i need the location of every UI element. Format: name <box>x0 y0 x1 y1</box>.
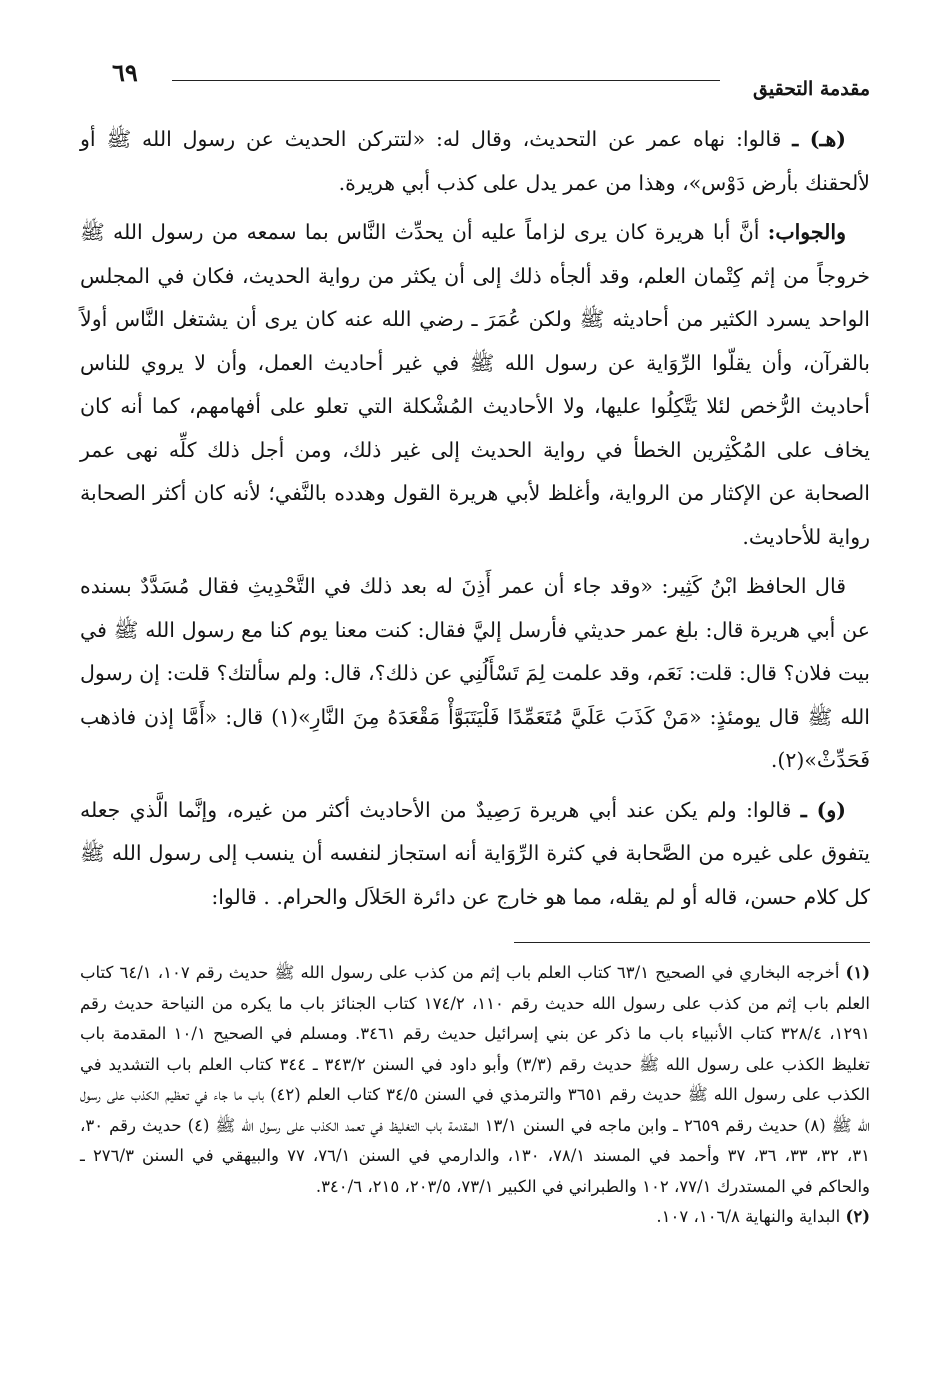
footnote-text: أخرجه البخاري في الصحيح ٦٣/١ كتاب العلم باب إثم من كذب على رسول الله ﷺ حديث رقم ١٠٧، ٦٤/١ كتاب العلم باب إثم من كذب على رسول الله حديث رقم ١١٠، ١٧٤/٢ كتاب الجنائز باب ما يكره من النياحة حديث رقم ١٢٩١، ٣٢٨/٤ كتاب الأنبياء باب ما ذكر عن بني إسرائيل حديث رقم ٣٤٦١. ومسلم في الصحيح ١٠/١ المقدمة باب تغليظ الكذب على رسول الله ﷺ حديث رقم (٣/٣) وأبو داود في السنن ٣٤٣/٢ ـ ٣٤٤ كتاب العلم باب التشديد في الكذب على رسول الله ﷺ حديث رقم ٣٦٥١ والترمذي في السنن ٣٤/٥ كتاب العلم (٤٢) باب ما جاء في تعظيم الكذب على رسول الله ﷺ (٨) حديث رقم ٢٦٥٩ ـ وابن ماجه في السنن ١٣/١ المقدمة باب التغليظ في تعمد الكذب على رسول الله ﷺ (٤) حديث رقم ٣٠، ٣١، ٣٢، ٣٣، ٣٦، ٣٧ وأحمد في المسند ٧٨/١، ١٣٠، والدارمي في السنن ٧٦/١، ٧٧ والبيهقي في السنن ٢٧٦/٣ ـ والحاكم في المستدرك ٧٧/١، ١٠٢ والطبراني في الكبير ٧٣/١، ٢٠٣/٥، ٢١٥، ٣٤٠/٦. <box>80 963 871 1196</box>
footnote-1 <box>80 958 870 1202</box>
paragraph-text: قالوا: ولم يكن عند أبي هريرة رَصِيدٌ من الأحاديث أكثر من غيره، وإنَّما الَّذي جعله يتفوق على غيره من الصَّحابة في كثرة الرِّوَاية أنه استجاز لنفسه أن ينسب إلى رسول الله ﷺ كل كلام حسن، قاله أو لم يقله، مما هو خارج عن دائرة الحَلاَل والحرام. . قالوا: <box>80 797 870 909</box>
paragraph-text: قالوا: نهاه عمر عن التحديث، وقال له: «لتتركن الحديث عن رسول الله ﷺ أو لألحقنك بأرض دَوْس»، وهذا من عمر يدل على كذب أبي هريرة. <box>80 127 870 195</box>
footnote-2 <box>80 1202 870 1233</box>
paragraph-lead: (هـ) ـ <box>792 127 846 151</box>
paragraph-ibn-kathir-quote <box>80 565 870 783</box>
paragraph-answer <box>80 211 870 559</box>
running-title: مقدمة التحقيق <box>753 78 870 100</box>
footnote-text: البداية والنهاية ١٠٦/٨، ١٠٧. <box>656 1207 841 1226</box>
footnotes <box>80 958 870 1233</box>
page-number: ٦٩ <box>112 58 138 87</box>
header-rule <box>172 80 720 81</box>
main-text <box>80 118 870 925</box>
page-header <box>112 58 870 98</box>
paragraph-lead: والجواب: <box>767 220 846 244</box>
paragraph-lead: (و) ـ <box>800 797 846 822</box>
paragraph-waw <box>80 789 870 920</box>
paragraph-text: قال الحافظ ابْنُ كَثِير: «وقد جاء أن عمر أَذِنَ له بعد ذلك في التَّحْدِيثِ فقال مُسَدَّدٌ بسنده عن أبي هريرة قال: بلغ عمر حديثي فأرسل إليَّ فقال: كنت معنا يوم كنا مع رسول الله ﷺ في بيت فلان؟ قال: قلت: نَعَم، وقد علمت لِمَ تَسْأَلُنِي عن ذلك؟، قال: ولم سألتك؟ قلت: إن رسول الله ﷺ قال يومئذٍ: «مَنْ كَذَبَ عَلَيَّ مُتَعَمِّدًا فَلْيَتَبَوَّأْ مَقْعَدَهُ مِنَ النَّارِ»(١) قال: «أَمَّا إذن فاذهب فَحَدِّثْ»(٢). <box>80 574 870 772</box>
paragraph-he <box>80 118 870 205</box>
footnote-separator <box>514 942 870 943</box>
footnote-number: (١) <box>845 963 871 982</box>
footnote-number: (٢) <box>845 1207 870 1226</box>
paragraph-text: أنَّ أبا هريرة كان يرى لزاماً عليه أن يحدِّث النَّاس بما سمعه من رسول الله ﷺ خروجاً من إثم كِتْمان العلم، وقد ألجأه ذلك إلى أن يكثر من رواية الحديث، فكان في المجلس الواحد يسرد الكثير من أحاديثه ﷺ ولكن عُمَرَ ـ رضي الله عنه كان يرى أن يشتغل النَّاس أولاً بالقرآن، وأن يقلّوا الرِّوَاية عن رسول الله ﷺ في غير أحاديث العمل، وأن لا يروي للناس أحاديث الرُّخص لئلا يَتَّكِلُوا عليها، ولا الأحاديث المُشْكلة التي تعلو على أفهامهم، كما أنه كان يخاف على المُكْثِرين الخطأ في رواية الحديث إلى غير ذلك، ومن أجل ذلك كلِّه نهى عمر الصحابة عن الإكثار من الرواية، وأغلظ لأبي هريرة القول وهدده بالنَّفي؛ لأنه كان أكثر الصحابة رواية للأحاديث. <box>80 220 870 549</box>
